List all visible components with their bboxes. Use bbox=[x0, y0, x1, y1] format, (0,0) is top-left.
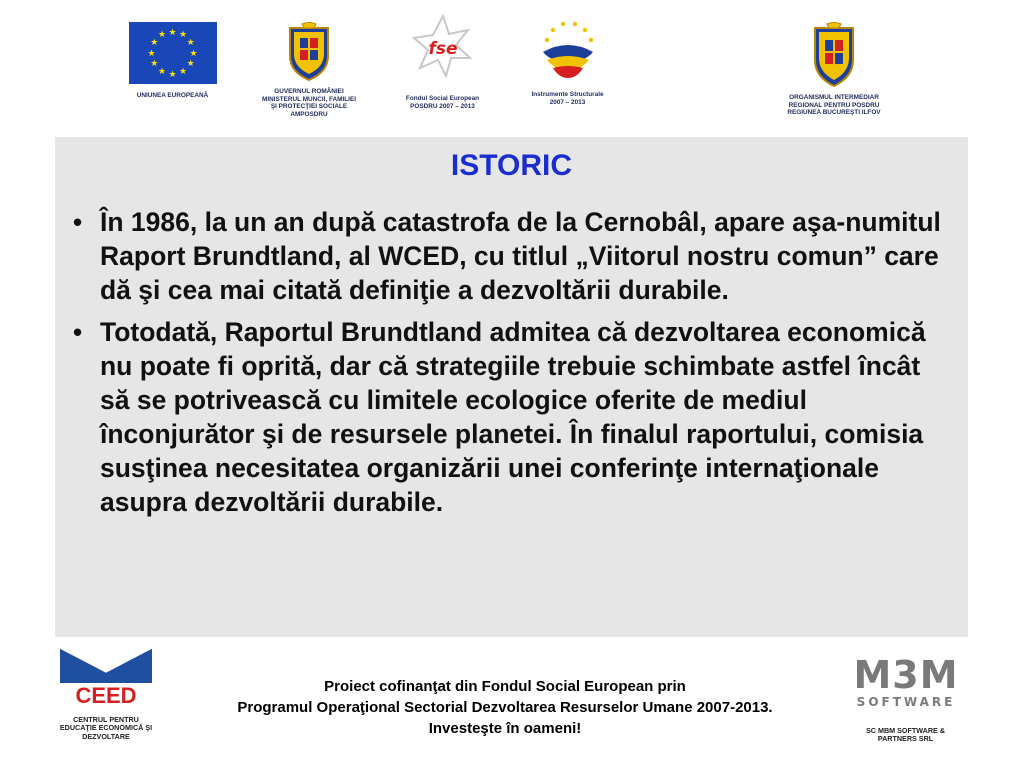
footer-text bbox=[180, 676, 830, 739]
logo-caption-instrumente: Instrumente Structurale 2007 – 2013 bbox=[531, 91, 604, 106]
instrumente-structurale-logo-icon bbox=[520, 18, 615, 87]
eu-star-icon: ★ bbox=[150, 58, 159, 68]
logo-caption-m3m: SC MBM SOFTWARE & PARTNERS SRL bbox=[865, 726, 946, 744]
eu-star-icon: ★ bbox=[168, 26, 177, 37]
eu-star-icon: ★ bbox=[157, 65, 167, 76]
content-panel bbox=[55, 137, 968, 637]
eu-star-icon: ★ bbox=[189, 47, 198, 58]
bullet-text: Totodată, Raportul Brundtland admitea că dezvoltarea economică nu poate fi oprită, dar că strategiile trebuie schimbate astfel încât să se potrivească cu limitele ecologice oferite de mediul înconjurător şi de resursele planetei. În finalul raportului, comisia susţinea necesitatea organizării unei conferinţe internaţionale asupra dezvoltării durabile. bbox=[100, 317, 926, 517]
eu-star-icon: ★ bbox=[186, 37, 195, 47]
footer-line: Programul Operaţional Sectorial Dezvoltarea Resurselor Umane 2007-2013. bbox=[237, 699, 773, 716]
eu-star-icon: ★ bbox=[178, 29, 188, 40]
slide-title: ISTORIC bbox=[450, 149, 573, 182]
bullet-dot-icon: • bbox=[73, 207, 83, 237]
fse-logo-icon bbox=[395, 14, 490, 83]
bullet-list bbox=[65, 205, 955, 527]
logo-m3m bbox=[838, 650, 973, 744]
m3m-logo-icon bbox=[838, 650, 973, 715]
eu-star-icon: ★ bbox=[157, 29, 167, 40]
bullet-item bbox=[65, 205, 955, 307]
logo-eu bbox=[120, 22, 225, 100]
logo-caption-guvern: GUVERNUL ROMÂNIEI MINISTERUL MUNCII, FAMILIEI ŞI PROTECŢIEI SOCIALE AMPOSDRU bbox=[262, 88, 356, 118]
romania-coat-of-arms-icon bbox=[250, 22, 368, 82]
logo-organism-intermediar bbox=[775, 22, 893, 117]
eu-star-icon: ★ bbox=[168, 68, 177, 79]
bullet-text: În 1986, la un an după catastrofa de la Cernobâl, apare aşa-numitul Raport Brundtland, al WCED, cu titlul „Viitorul nostru comun” care dă şi cea mai citată definiţie a dezvoltării durabile. bbox=[100, 207, 941, 305]
eu-star-icon: ★ bbox=[150, 37, 159, 47]
logo-guvern bbox=[250, 22, 368, 118]
eu-star-icon: ★ bbox=[147, 47, 156, 58]
footer-line: Proiect cofinanţat din Fondul Social European prin bbox=[324, 678, 686, 695]
logo-fse bbox=[395, 14, 490, 110]
romania-coat-of-arms-icon bbox=[775, 22, 893, 88]
ceed-logo-text: CEED bbox=[75, 683, 137, 708]
footer-line: Investeşte în oameni! bbox=[428, 720, 582, 737]
m3m-logo-subtext: SOFTWARE bbox=[856, 695, 955, 709]
logo-caption-ceed: CENTRUL PENTRU EDUCAŢIE ECONOMICĂ ŞI DEZVOLTARE bbox=[59, 715, 153, 741]
logo-caption-fse: Fondul Social European POSDRU 2007 – 2013 bbox=[405, 95, 480, 110]
fse-logo-text: fse bbox=[427, 39, 458, 59]
logo-caption-eu: UNIUNEA EUROPEANĂ bbox=[136, 92, 209, 99]
eu-star-icon: ★ bbox=[186, 58, 195, 68]
ceed-logo-icon bbox=[52, 643, 160, 716]
bullet-dot-icon: • bbox=[73, 317, 83, 347]
bullet-item bbox=[65, 315, 955, 519]
logo-ceed bbox=[52, 643, 160, 741]
eu-star-icon: ★ bbox=[178, 65, 188, 76]
m3m-logo-text: M3M bbox=[852, 653, 959, 697]
logo-instrumente bbox=[520, 18, 615, 106]
logo-caption-organism: ORGANISMUL INTERMEDIAR REGIONAL PENTRU POSDRU REGIUNEA BUCUREŞTI ILFOV bbox=[787, 94, 881, 117]
eu-flag-icon bbox=[129, 22, 217, 84]
